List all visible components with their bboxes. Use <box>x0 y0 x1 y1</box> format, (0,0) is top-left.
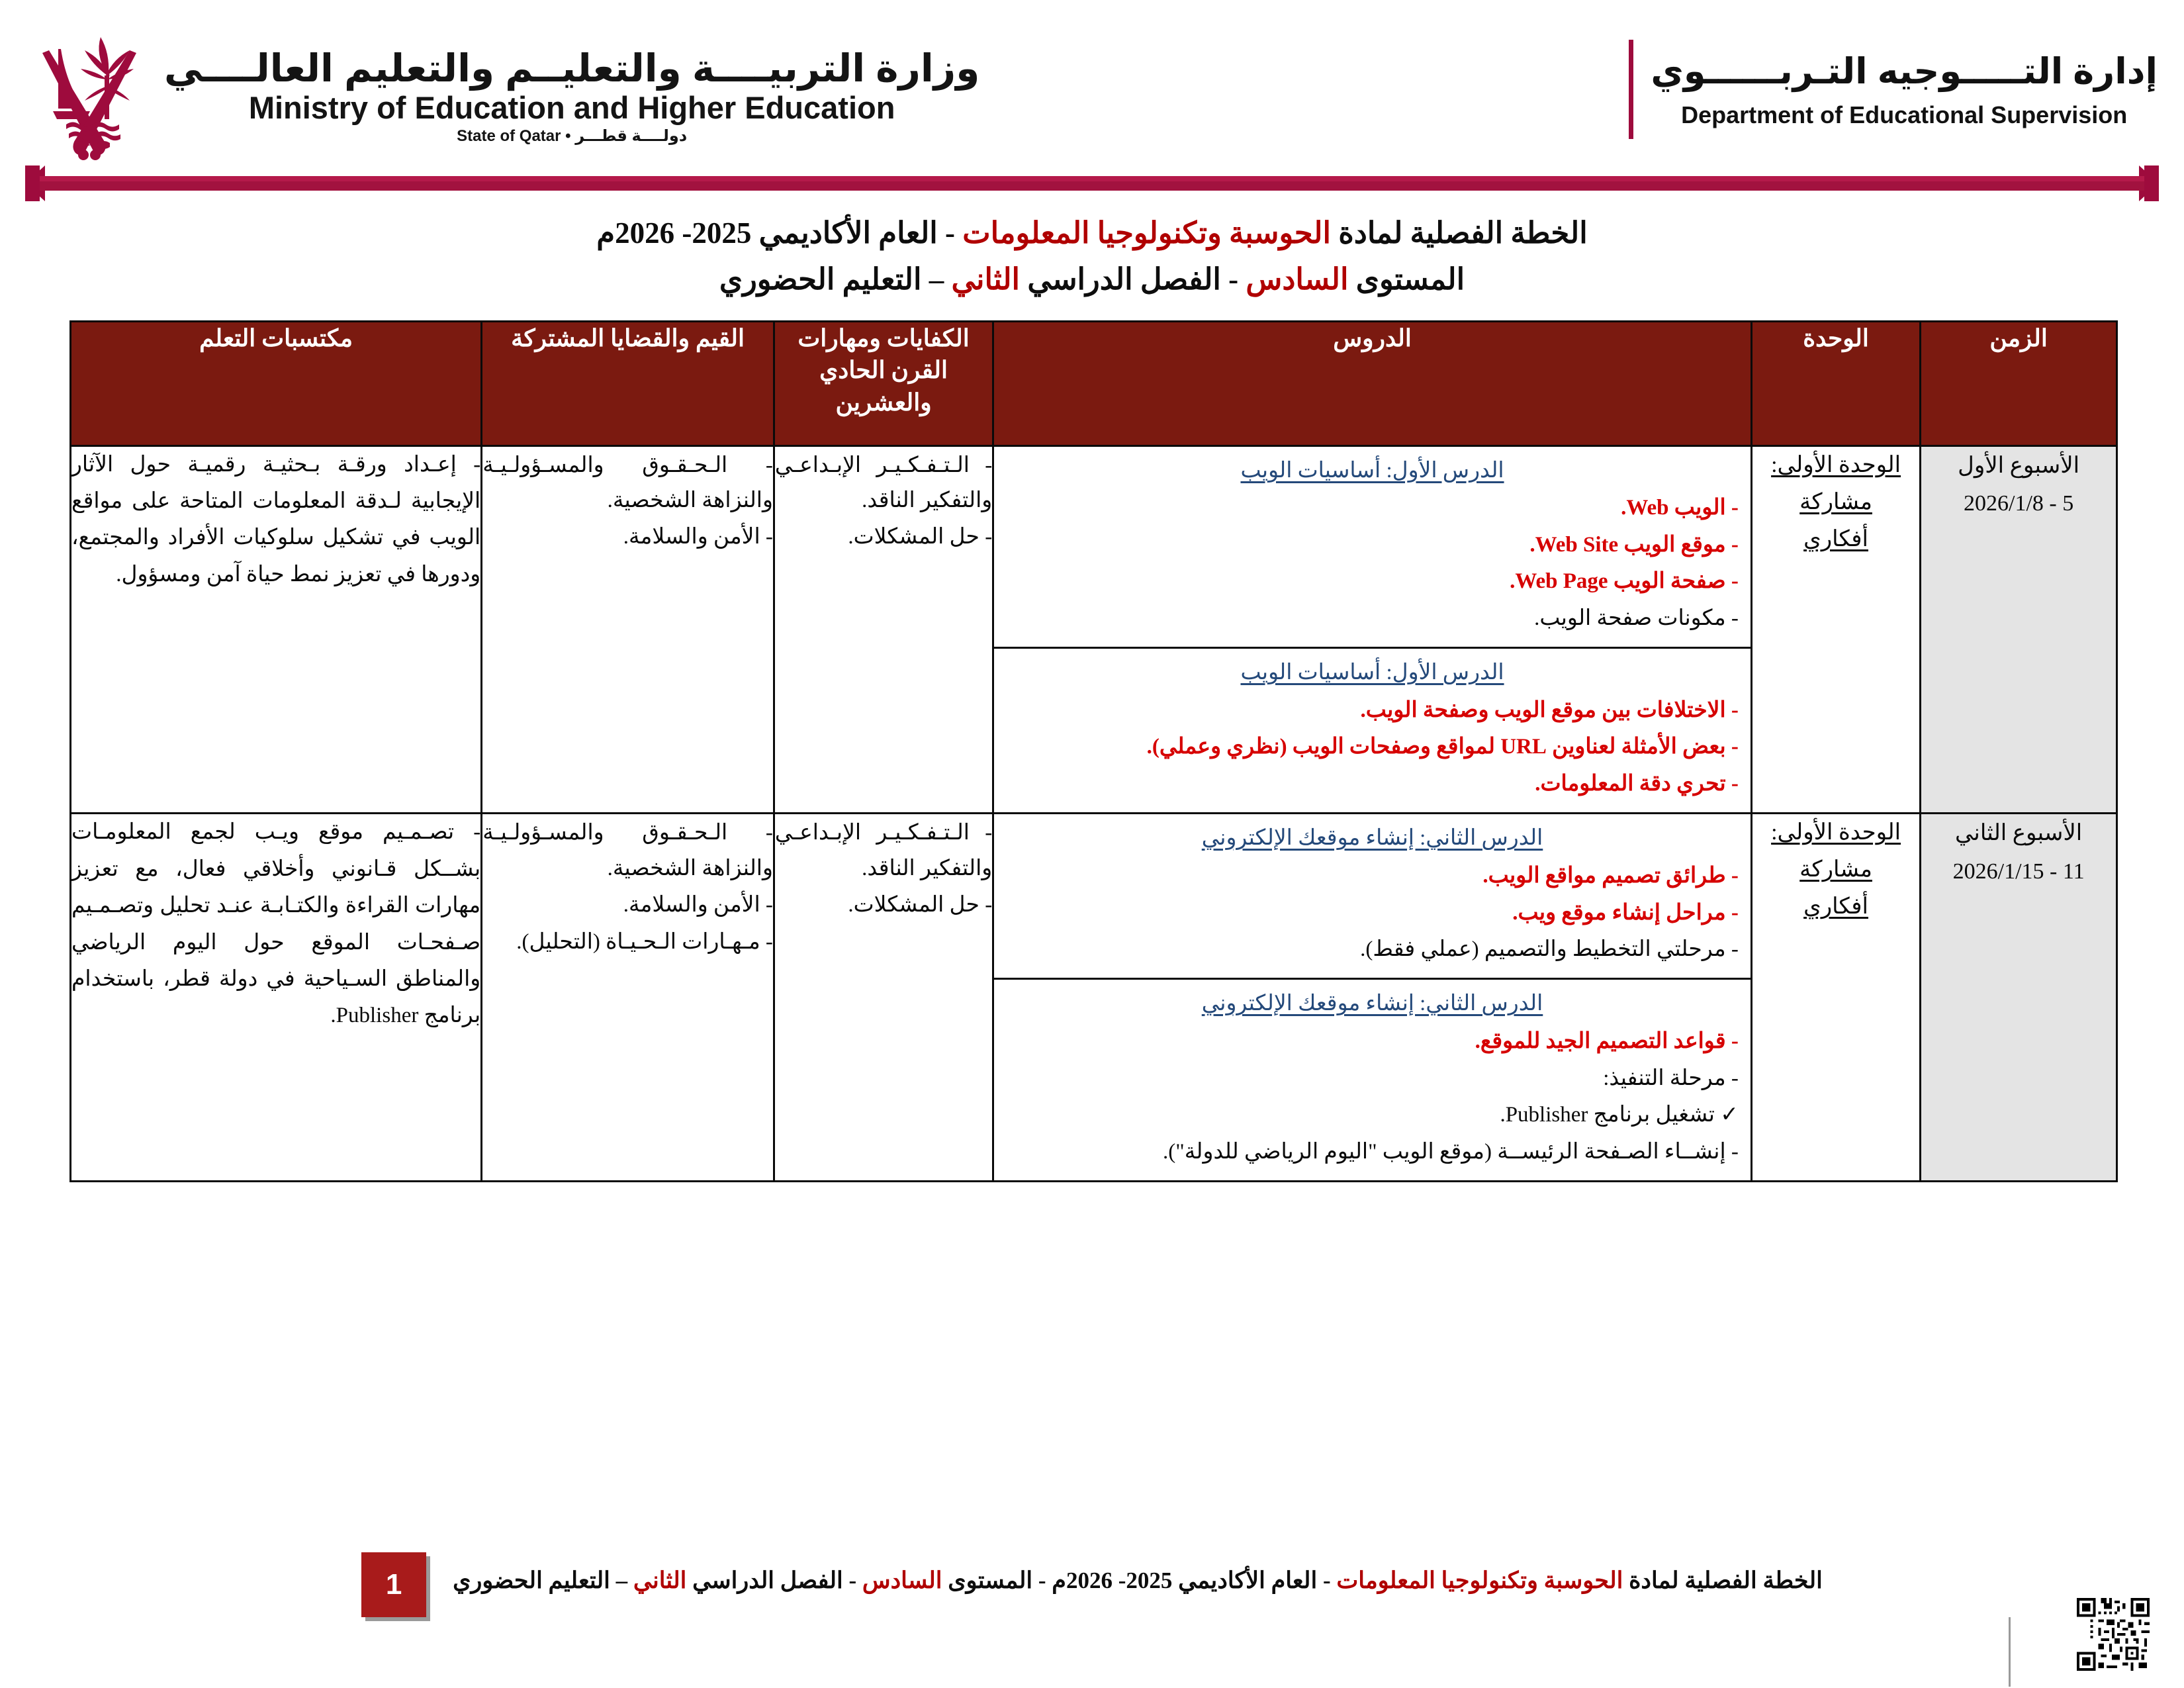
plan-level-value: السادس <box>1246 262 1349 296</box>
skill-item: - الـتـفـكـيـر الإبـداعـي والتفكير الناقد. <box>774 453 993 512</box>
ministry-name-english: Ministry of Education and Higher Education <box>248 89 895 125</box>
column-header-skills: الكفايات ومهارات القرن الحادي والعشرين <box>774 321 993 445</box>
lesson-title: الدرس الأول: أساسيات الويب <box>1240 458 1504 483</box>
lesson-block <box>994 980 1751 1180</box>
unit-name-line2: أفكاري <box>1803 526 1868 551</box>
page-number-badge: 1 <box>361 1552 426 1617</box>
column-header-lessons: الدروس <box>993 321 1752 445</box>
table-header-row <box>71 321 2117 445</box>
value-item: - مـهـارات الـحـيـاة (التحليل). <box>516 929 773 954</box>
qr-code-icon[interactable] <box>2074 1595 2152 1673</box>
footer-prefix: الخطة الفصلية لمادة <box>1623 1568 1823 1593</box>
skill-item: - حل المشكلات. <box>848 893 993 917</box>
department-divider-rule <box>1629 40 1633 139</box>
lesson-item: - بعض الأمثلة لعناوين URL لمواقع وصفحات الويب (نظري وعملي). <box>1146 735 1739 759</box>
ministry-text <box>164 46 980 145</box>
footer-term-prefix: - الفصل الدراسي <box>686 1568 862 1593</box>
outcome-text: - إعـداد ورقـة بـحثيـة رقميـة حول الآثار الإيجابية لـدقة المعلومات المتاحة على مواقع الويب في تشكيل سلوكيات الأفراد والمجتمع، ودورها في تعزيز نمط حياة آمن ومسؤول. <box>71 452 481 586</box>
qatar-emblem-icon <box>26 30 152 163</box>
plan-term-value: الثاني <box>951 262 1021 296</box>
table-row <box>71 814 2117 1182</box>
week-label: الأسبوع الثاني <box>1955 821 2083 846</box>
lesson-item: - طرائق تصميم مواقع الويب. <box>1482 864 1739 888</box>
plan-table-wrap <box>69 320 2118 1183</box>
lesson-item: - مراحل إنشاء موقع ويب. <box>1512 900 1739 925</box>
cell-outcomes <box>71 445 482 814</box>
plan-title-line-2 <box>0 257 2184 303</box>
lesson-item: - إنشــاء الصـفحة الرئيســة (موقع الويب "اليوم الرياضي للدولة"). <box>1163 1139 1739 1164</box>
footer-level: السادس <box>862 1568 942 1593</box>
table-body <box>71 445 2117 1182</box>
lesson-item: - قواعد التصميم الجيد للموقع. <box>1475 1029 1739 1054</box>
column-header-time: الزمن <box>1921 321 2117 445</box>
lesson-item: - مرحلة التنفيذ: <box>1603 1066 1739 1090</box>
ministry-branding <box>26 30 979 163</box>
outcome-text: - تصـمـيم موقع ويـب لجمع المعلومـات بشــكل قـانوني وأخلاقي فعال، مع تعزيز مهارات القراءة والكتـابـة عنـد تحليل وتصـمـيم صـفحـات الموقع حول اليوم الرياضي والمناطق السـياحية في دولة قطر، باستخدام برنامج Publisher. <box>71 820 481 1028</box>
plan-term-prefix: - الفصل الدراسي <box>1020 262 1246 296</box>
week-dates: 11 - 2026/1/15 <box>1952 859 2085 884</box>
plan-title-suffix: - العام الأكاديمي 2025- 2026م <box>596 216 963 250</box>
lesson-item: - صفحة الويب Web Page. <box>1510 569 1739 594</box>
footer-caption <box>453 1552 1823 1597</box>
lesson-item: - مرحلتي التخطيط والتصميم (عملي فقط). <box>1360 937 1739 961</box>
page-header <box>0 0 2184 165</box>
plan-title-prefix: الخطة الفصلية لمادة <box>1330 216 1588 250</box>
department-name-arabic: إدارة التـــــوجيه التـربــــــوي <box>1651 51 2158 91</box>
lesson-block <box>994 649 1751 812</box>
lesson-item: - الاختلافات بين موقع الويب وصفحة الويب. <box>1360 698 1739 722</box>
unit-name-line1: مشاركة <box>1799 857 1872 882</box>
ministry-name-arabic: وزارة التربيــــة والتعليــم والتعليم العالــــي <box>164 46 980 90</box>
footer-subject: الحوسبة وتكنولوجيا المعلومات <box>1336 1568 1623 1593</box>
lesson-block <box>994 447 1751 649</box>
skill-item: - الـتـفـكـيـر الإبـداعـي والتفكير الناقد. <box>774 821 993 880</box>
values-list <box>482 448 773 555</box>
lesson-item: - الويب Web. <box>1621 496 1739 520</box>
state-of-qatar-label: دولــــة قطـــر • State of Qatar <box>457 126 688 145</box>
value-item: - الأمن والسلامة. <box>623 525 773 549</box>
skills-list <box>775 816 992 923</box>
lesson-title: الدرس الأول: أساسيات الويب <box>1240 661 1504 685</box>
plan-level-prefix: المستوى <box>1348 262 1465 296</box>
value-item: - الـحـقـوق والمسـؤولـيـة والنزاهة الشخصية. <box>482 453 773 512</box>
lesson-subitem-checkmark: ✓ تشغيل برنامج Publisher. <box>1500 1103 1739 1127</box>
department-name-english: Department of Educational Supervision <box>1681 101 2128 128</box>
double-arrow-divider-icon <box>0 160 2184 207</box>
cell-lessons <box>993 445 1752 814</box>
lesson-block <box>994 814 1751 980</box>
column-header-values: القيم والقضايا المشتركة <box>482 321 774 445</box>
cell-time <box>1921 445 2117 814</box>
cell-time <box>1921 814 2117 1182</box>
footer-middle: - العام الأكاديمي 2025- 2026م - المستوى <box>942 1568 1337 1593</box>
week-label: الأسبوع الأول <box>1958 453 2080 478</box>
skills-list <box>775 448 992 555</box>
cell-skills <box>774 445 993 814</box>
lesson-item: - تحري دقة المعلومات. <box>1535 771 1739 796</box>
department-branding <box>1629 40 2158 139</box>
value-item: - الـحـقـوق والمسـؤولـيـة والنزاهة الشخصية. <box>482 821 773 880</box>
lesson-title: الدرس الثاني: إنشاء موقعك الإلكتروني <box>1201 826 1543 851</box>
unit-label: الوحدة الأولى: <box>1771 820 1901 845</box>
cell-values <box>482 814 774 1182</box>
cell-unit <box>1751 445 1920 814</box>
footer-stem-line <box>2009 1617 2011 1687</box>
page-footer <box>0 1532 2184 1688</box>
cell-unit <box>1751 814 1920 1182</box>
skill-item: - حل المشكلات. <box>848 525 993 549</box>
values-list <box>482 816 773 960</box>
semester-plan-table <box>69 320 2118 1183</box>
lesson-item: - مكونات صفحة الويب. <box>1534 606 1739 630</box>
plan-title-line-1 <box>0 211 2184 257</box>
department-text <box>1651 50 2158 129</box>
document-titles <box>0 211 2184 303</box>
unit-name-line2: أفكاري <box>1803 894 1868 919</box>
footer-suffix: – التعليم الحضوري <box>453 1568 633 1593</box>
column-header-outcomes: مكتسبات التعلم <box>71 321 482 445</box>
unit-name-line1: مشاركة <box>1799 489 1872 514</box>
column-header-unit: الوحدة <box>1751 321 1920 445</box>
value-item: - الأمن والسلامة. <box>623 893 773 917</box>
week-dates: 5 - 2026/1/8 <box>1964 491 2074 516</box>
plan-mode-suffix: – التعليم الحضوري <box>719 262 952 296</box>
cell-values <box>482 445 774 814</box>
lesson-title: الدرس الثاني: إنشاء موقعك الإلكتروني <box>1201 992 1543 1016</box>
plan-title-subject: الحوسبة وتكنولوجيا المعلومات <box>962 216 1331 250</box>
cell-lessons <box>993 814 1752 1182</box>
footer-term: الثاني <box>633 1568 687 1593</box>
cell-outcomes <box>71 814 482 1182</box>
lesson-item: - موقع الويب Web Site. <box>1529 532 1739 557</box>
cell-skills <box>774 814 993 1182</box>
unit-label: الوحدة الأولى: <box>1771 452 1901 477</box>
table-row <box>71 445 2117 814</box>
